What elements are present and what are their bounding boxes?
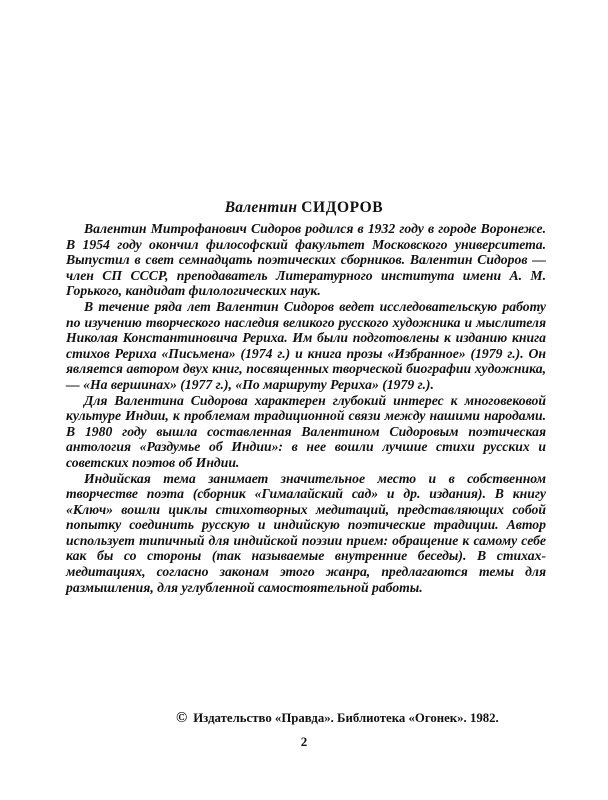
page-number: 2 <box>300 734 308 749</box>
paragraph-4: Индийская тема занимает значительное место и в собственном творчестве поэта (сборник «Гималайский сад» и др. издания). В книгу «Ключ» вошли циклы стихотворных медитаций, представляющих собой попытку соединить русскую и индийскую поэтические традиции. Автор использует типичный для индийской поэзии прием: обращение к самому себе как бы со стороны (так называемые внутренние беседы). В стихах-медитациях, согласно законам этого жанра, предлагаются темы для размышления, для углубленной самостоятельной работы. <box>66 470 546 595</box>
author-given-name: Валентин <box>224 199 298 216</box>
author-surname: СИДОРОВ <box>301 199 384 216</box>
paragraph-1: Валентин Митрофанович Сидоров родился в 1932 году в городе Воронеже. В 1954 году окончил философский факультет Московского университета. Выпустил в свет семнадцать поэтических сборников. Валентин Сидоров — член СП СССР, преподаватель Литературного института имени А. М. Горького, кандидат филологических наук. <box>66 221 546 299</box>
paragraph-2: В течение ряда лет Валентин Сидоров ведет исследовательскую работу по изучению творческого наследия великого русского художника и мыслителя Николая Константиновича Рериха. Им были подготовлены к изданию книга стихов Рериха «Письмена» (1974 г.) и книга прозы «Избранное» (1979 г.). Он является автором двух книг, посвященных творческой биографии художника,— «На вершинах» (1977 г.), «По маршруту Рериха» (1979 г.). <box>66 298 546 392</box>
author-heading <box>0 199 608 217</box>
biography-text <box>66 221 546 595</box>
paragraph-3: Для Валентина Сидорова характерен глубокий интерес к многовековой культуре Индии, к проблемам традиционной связи между нашими народами. В 1980 году вышла составленная Валентином Сидоровым поэтическая антология «Раздумье об Индии»: в нее вошли лучшие стихи русских и советских поэтов об Индии. <box>66 392 546 470</box>
colophon-text: Издательство «Правда». Библиотека «Огонек». 1982. <box>193 711 499 725</box>
copyright-icon: © <box>176 710 188 726</box>
publisher-colophon <box>176 710 556 727</box>
